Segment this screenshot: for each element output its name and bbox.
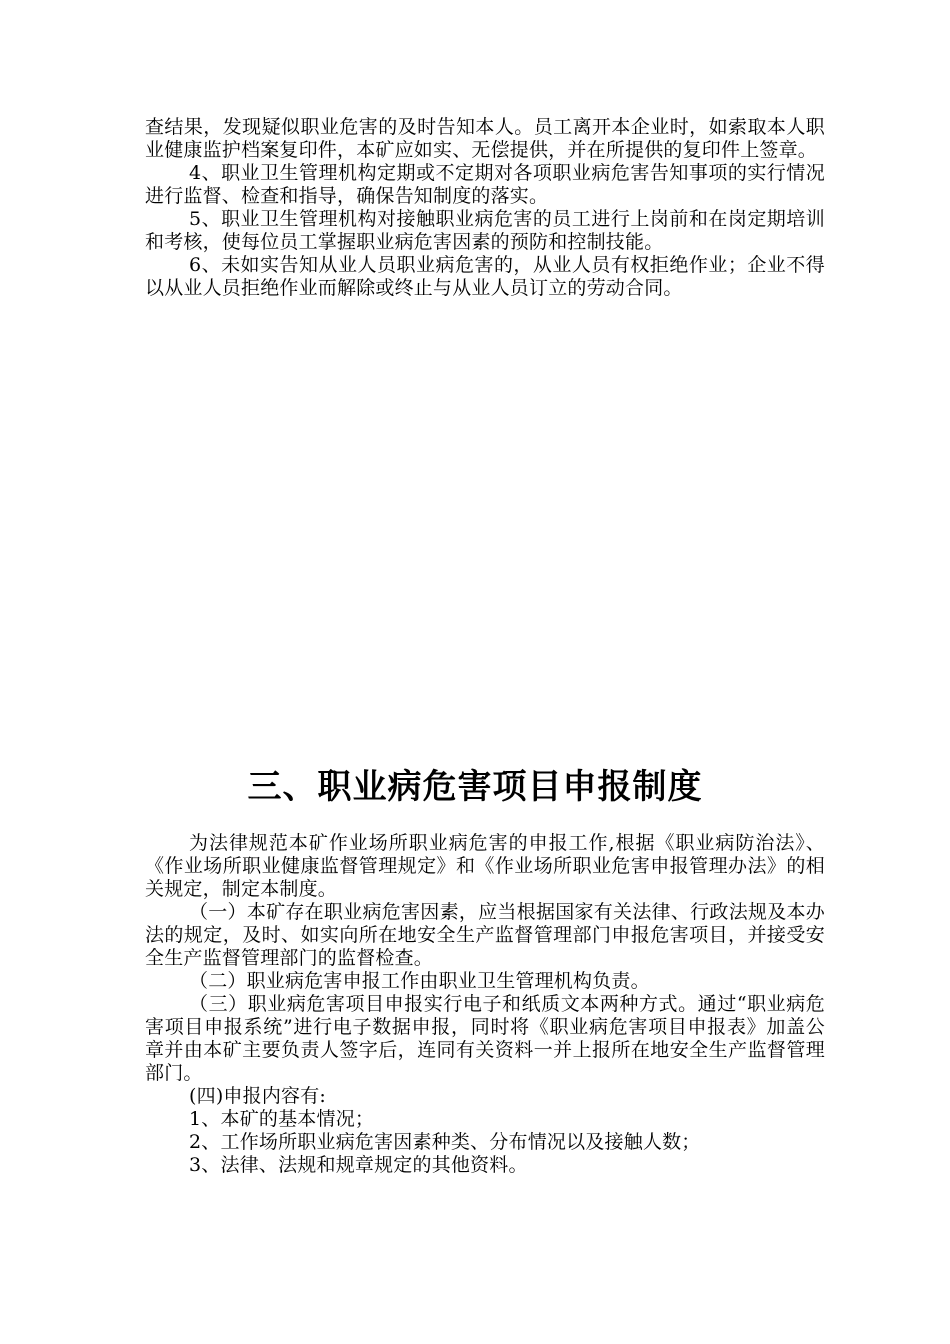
paragraph-item-5: 5、职业卫生管理机构对接触职业病危害的员工进行上岗前和在岗定期培训和考核，使每位员工掌握职业病危害因素的预防和控制技能。 [145,208,825,253]
clause-2: （二）职业病危害申报工作由职业卫生管理机构负责。 [189,970,650,992]
clause-3: （三）职业病危害项目申报实行电子和纸质文本两种方式。通过“职业病危害项目申报系统”进行电子数据申报，同时将《职业病危害项目申报表》加盖公章并由本矿主要负责人签字后，连同有关资料一并上报所在地安全生产监督管理部门。 [145,993,825,1084]
clause-4: (四)申报内容有: [189,1085,327,1107]
list-item-3: 3、法律、法规和规章规定的其他资料。 [189,1154,528,1176]
paragraph-item-4: 4、职业卫生管理机构定期或不定期对各项职业病危害告知事项的实行情况进行监督、检查和指导，确保告知制度的落实。 [145,162,825,207]
bottom-text-block [145,832,825,1177]
clause-1: （一）本矿存在职业病危害因素，应当根据国家有关法律、行政法规及本办法的规定，及时、如实向所在地安全生产监督管理部门申报危害项目，并接受安全生产监督管理部门的监督检查。 [145,901,825,969]
paragraph-continuation: 查结果，发现疑似职业危害的及时告知本人。员工离开本企业时，如索取本人职业健康监护档案复印件，本矿应如实、无偿提供，并在所提供的复印件上签章。 [145,116,825,161]
list-item-1: 1、本矿的基本情况； [189,1108,375,1130]
paragraph-item-6: 6、未如实告知从业人员职业病危害的，从业人员有权拒绝作业；企业不得以从业人员拒绝作业而解除或终止与从业人员订立的劳动合同。 [145,254,825,299]
list-item-2: 2、工作场所职业病危害因素种类、分布情况以及接触人数； [189,1131,701,1153]
section-title: 三、职业病危害项目申报制度 [247,767,703,807]
top-text-block [145,116,825,300]
intro-paragraph: 为法律规范本矿作业场所职业病危害的申报工作,根据《职业病防治法》、《作业场所职业健康监督管理规定》和《作业场所职业危害申报管理办法》的相关规定，制定本制度。 [145,832,825,900]
